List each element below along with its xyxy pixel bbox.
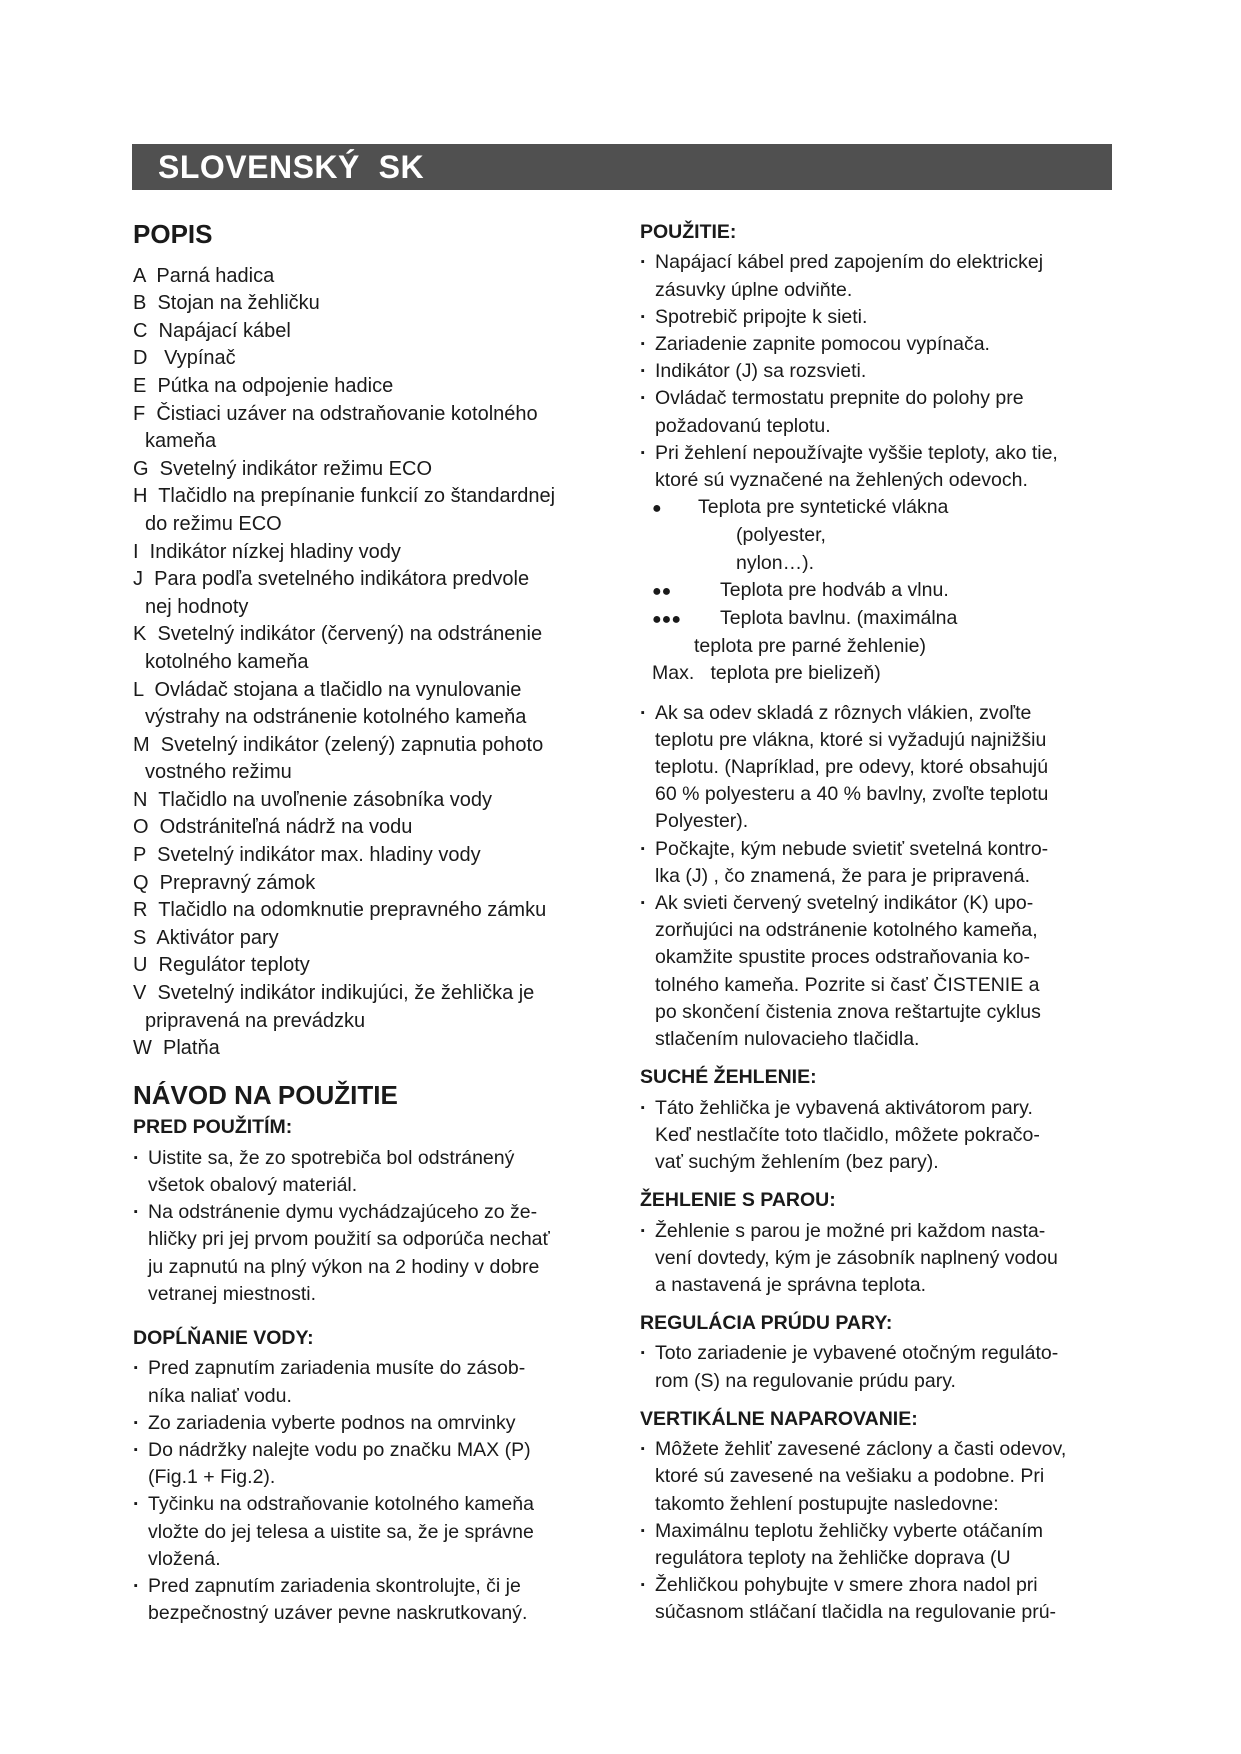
text-line: · Uistite sa, že zo spotrebiča bol odstránený bbox=[148, 1146, 515, 1169]
right-column bbox=[640, 220, 1130, 1627]
text-line: P Svetelný indikátor max. hladiny vody bbox=[133, 844, 481, 867]
text-line: I Indikátor nízkej hladiny vody bbox=[133, 540, 401, 563]
list-item bbox=[133, 539, 613, 567]
temp-text: Teplota pre hodváb a vlnu. bbox=[720, 578, 949, 601]
bullet-item bbox=[133, 1437, 613, 1491]
bullet-item bbox=[133, 1355, 613, 1409]
temp-row-3 bbox=[640, 605, 1130, 633]
text-line: D Vypínač bbox=[133, 347, 236, 370]
text-line: zorňujúci na odstránenie kotolného kameňa, bbox=[655, 919, 1038, 942]
list-item bbox=[133, 952, 613, 980]
list-item bbox=[133, 621, 613, 676]
list-item bbox=[133, 1035, 613, 1063]
text-line: A Parná hadica bbox=[133, 264, 275, 287]
popis-heading: POPIS bbox=[133, 219, 213, 249]
text-line: ktoré sú vyznačené na žehlených odevoch. bbox=[655, 468, 1028, 491]
bullet-item bbox=[640, 304, 1130, 331]
pouz-list-2 bbox=[640, 700, 1130, 1054]
list-item bbox=[133, 456, 613, 484]
pouz-heading: POUŽITIE: bbox=[640, 221, 737, 243]
text-line: · Na odstránenie dymu vychádzajúceho zo že- bbox=[148, 1201, 538, 1224]
bullet-item bbox=[640, 836, 1130, 890]
text-line: takomto žehlení postupujte nasledovne: bbox=[655, 1492, 999, 1515]
text-line: J Para podľa svetelného indikátora predvole bbox=[133, 568, 530, 591]
text-line: súčasnom stláčaní tlačidla na regulovanie prú- bbox=[655, 1601, 1057, 1624]
text-line: hličky pri jej prvom použití sa odporúča nechať bbox=[148, 1228, 550, 1251]
text-line: (Fig.1 + Fig.2). bbox=[148, 1466, 276, 1489]
text-line: Polyester). bbox=[655, 810, 749, 833]
text-line: S Aktivátor pary bbox=[133, 926, 279, 949]
text-line: tolného kameňa. Pozrite si časť ČISTENIE a bbox=[655, 973, 1040, 996]
bullet-item bbox=[133, 1491, 613, 1573]
text-line: vložená. bbox=[148, 1547, 221, 1570]
text-line: N Tlačidlo na uvoľnenie zásobníka vody bbox=[133, 788, 493, 811]
dopl-list bbox=[133, 1355, 613, 1627]
temp-row-1-cont: (polyester, bbox=[736, 524, 826, 547]
text-line: H Tlačidlo na prepínanie funkcií zo štandardnej bbox=[133, 485, 556, 508]
temperature-table bbox=[640, 494, 1130, 687]
navod-heading: NÁVOD NA POUŽITIE bbox=[133, 1079, 398, 1110]
bullet-item bbox=[640, 1436, 1130, 1518]
list-item bbox=[133, 870, 613, 898]
text-line: zásuvky úplne odviňte. bbox=[655, 278, 853, 301]
text-line: lka (J) , čo znamená, že para je pripravená. bbox=[655, 864, 1031, 887]
text-line: · Môžete žehliť zavesené záclony a časti odevov, bbox=[655, 1438, 1067, 1461]
text-line: výstrahy na odstránenie kotolného kameňa bbox=[145, 706, 527, 729]
text-line: V Svetelný indikátor indikujúci, že žehlička je bbox=[133, 982, 535, 1005]
text-line: O Odstrániteľná nádrž na vodu bbox=[133, 816, 413, 839]
text-line: B Stojan na žehličku bbox=[133, 292, 320, 315]
list-item bbox=[133, 290, 613, 318]
suche-heading: SUCHÉ ŽEHLENIE: bbox=[640, 1066, 817, 1089]
bullet-item bbox=[133, 1410, 613, 1437]
text-line: · Spotrebič pripojte k sieti. bbox=[655, 305, 868, 328]
bullet-item bbox=[640, 890, 1130, 1053]
dopl-heading: DOPĹŇANIE VODY: bbox=[133, 1326, 314, 1349]
text-line: · Pred zapnutím zariadenia skontrolujte, či je bbox=[148, 1574, 521, 1597]
text-line: a nastavená je správna teplota. bbox=[655, 1273, 927, 1296]
bullet-item bbox=[640, 1340, 1130, 1394]
text-line: · Žehlenie s parou je možné pri každom nasta- bbox=[655, 1219, 1046, 1242]
text-line: L Ovládač stojana a tlačidlo na vynulovanie bbox=[133, 678, 522, 701]
list-item bbox=[133, 373, 613, 401]
list-item bbox=[133, 787, 613, 815]
dot-symbol: ●●● bbox=[652, 610, 681, 628]
text-line: · Do nádržky nalejte vodu po značku MAX (P) bbox=[148, 1438, 531, 1461]
text-line: · Maximálnu teplotu žehličky vyberte otáčaním bbox=[655, 1519, 1044, 1542]
bullet-item bbox=[640, 1572, 1130, 1626]
list-item bbox=[133, 345, 613, 373]
pred-heading: PRED POUŽITÍM: bbox=[133, 1116, 293, 1139]
text-line: · Napájací kábel pred zapojením do elektrickej bbox=[655, 251, 1044, 274]
text-line: kameňa bbox=[145, 430, 217, 453]
bullet-item bbox=[640, 385, 1130, 439]
text-line: pripravená na prevádzku bbox=[145, 1009, 366, 1032]
dot-symbol: ●● bbox=[652, 582, 672, 600]
text-line: G Svetelný indikátor režimu ECO bbox=[133, 457, 432, 480]
text-line: rom (S) na regulovanie prúdu pary. bbox=[655, 1369, 956, 1392]
bullet-item bbox=[640, 1518, 1130, 1572]
temp-text: Teplota pre syntetické vlákna bbox=[698, 496, 949, 519]
list-item bbox=[133, 566, 613, 621]
bullet-item bbox=[640, 1095, 1130, 1177]
text-line: · Žehličkou pohybujte v smere zhora nadol pri bbox=[655, 1574, 1038, 1597]
text-line: · Ak sa odev skladá z rôznych vlákien, zvoľte bbox=[655, 701, 1032, 724]
list-item bbox=[133, 318, 613, 346]
bullet-item bbox=[133, 1145, 613, 1199]
bullet-item bbox=[640, 700, 1130, 836]
text-line: U Regulátor teploty bbox=[133, 954, 310, 977]
temp-row-1-cont2: nylon…). bbox=[736, 551, 815, 574]
text-line: · Ovládač termostatu prepnite do polohy pre bbox=[655, 387, 1024, 410]
text-line: F Čistiaci uzáver na odstraňovanie kotolného bbox=[133, 402, 538, 425]
vert-heading: VERTIKÁLNE NAPAROVANIE: bbox=[640, 1407, 918, 1430]
text-line: K Svetelný indikátor (červený) na odstránenie bbox=[133, 623, 543, 646]
language-banner bbox=[132, 144, 1112, 190]
text-line: všetok obalový materiál. bbox=[148, 1173, 358, 1196]
text-line: C Napájací kábel bbox=[133, 319, 291, 342]
para-list bbox=[640, 1218, 1130, 1300]
text-line: 60 % polyesteru a 40 % bavlny, zvoľte teplotu bbox=[655, 783, 1049, 806]
bullet-item bbox=[133, 1573, 613, 1627]
suche-list bbox=[640, 1095, 1130, 1177]
list-item bbox=[133, 677, 613, 732]
text-line: · Tyčinku na odstraňovanie kotolného kameňa bbox=[148, 1493, 534, 1516]
regul-list bbox=[640, 1340, 1130, 1394]
bullet-item bbox=[640, 358, 1130, 385]
text-line: vetranej miestnosti. bbox=[148, 1282, 316, 1305]
pred-list bbox=[133, 1145, 613, 1308]
para-heading: ŽEHLENIE S PAROU: bbox=[640, 1189, 836, 1212]
text-line: · Pred zapnutím zariadenia musíte do zásob- bbox=[148, 1357, 526, 1380]
text-line: · Indikátor (J) sa rozsvieti. bbox=[655, 360, 867, 383]
text-line: do režimu ECO bbox=[145, 512, 282, 535]
list-item bbox=[133, 401, 613, 456]
text-line: M Svetelný indikátor (zelený) zapnutia pohoto bbox=[133, 733, 544, 756]
text-line: · Toto zariadenie je vybavené otočným reguláto- bbox=[655, 1342, 1059, 1365]
text-line: ju zapnutú na plný výkon na 2 hodiny v dobre bbox=[148, 1255, 540, 1278]
text-line: bezpečnostný uzáver pevne naskrutkovaný. bbox=[148, 1602, 528, 1625]
bullet-item bbox=[640, 331, 1130, 358]
pouz-list bbox=[640, 249, 1130, 494]
text-line: · Zariadenie zapnite pomocou vypínača. bbox=[655, 332, 990, 355]
text-line: níka naliať vodu. bbox=[148, 1384, 292, 1407]
text-line: regulátora teploty na žehličke doprava (U bbox=[655, 1547, 1011, 1570]
text-line: po skončení čistenia znova reštartujte cyklus bbox=[655, 1000, 1041, 1023]
temp-row-2 bbox=[640, 577, 1130, 605]
list-item bbox=[133, 263, 613, 291]
regul-heading: REGULÁCIA PRÚDU PARY: bbox=[640, 1312, 893, 1335]
bullet-item bbox=[640, 1218, 1130, 1300]
list-item bbox=[133, 980, 613, 1035]
bullet-item bbox=[133, 1199, 613, 1308]
text-line: ktoré sú zavesené na vešiaku a podobne. Pri bbox=[655, 1465, 1045, 1488]
text-line: požadovanú teplotu. bbox=[655, 414, 831, 437]
list-item bbox=[133, 732, 613, 787]
temp-row-max: Max. teplota pre bielizeň) bbox=[652, 662, 881, 685]
dot-symbol: ● bbox=[652, 500, 662, 518]
left-column bbox=[133, 220, 613, 1627]
text-line: · Zo zariadenia vyberte podnos na omrvinky bbox=[148, 1411, 516, 1434]
text-line: kotolného kameňa bbox=[145, 650, 309, 673]
text-line: teplotu pre vlákna, ktoré si vyžadujú najnižšiu bbox=[655, 728, 1047, 751]
text-line: R Tlačidlo na odomknutie prepravného zámku bbox=[133, 899, 547, 922]
text-line: vení dovtedy, kým je zásobník naplnený vodou bbox=[655, 1246, 1058, 1269]
text-line: W Platňa bbox=[133, 1037, 220, 1060]
banner-title: SLOVENSKÝ SK bbox=[158, 149, 425, 185]
temp-row-3-cont: teplota pre parné žehlenie) bbox=[694, 635, 926, 658]
text-line: Q Prepravný zámok bbox=[133, 871, 316, 894]
temp-text: Teplota bavlnu. (maximálna bbox=[720, 606, 958, 629]
text-line: · Táto žehlička je vybavená aktivátorom pary. bbox=[655, 1096, 1033, 1119]
list-item bbox=[133, 897, 613, 925]
text-line: Keď nestlačíte toto tlačidlo, môžete pokračo- bbox=[655, 1123, 1040, 1146]
text-line: vať suchým žehlením (bez pary). bbox=[655, 1150, 939, 1173]
list-item bbox=[133, 842, 613, 870]
text-line: E Pútka na odpojenie hadice bbox=[133, 374, 394, 397]
text-line: okamžite spustite proces odstraňovania ko- bbox=[655, 946, 1031, 969]
text-line: nej hodnoty bbox=[145, 595, 249, 618]
list-item bbox=[133, 814, 613, 842]
text-line: teplotu. (Napríklad, pre odevy, ktoré obsahujú bbox=[655, 756, 1049, 778]
bullet-item bbox=[640, 249, 1130, 303]
vert-list bbox=[640, 1436, 1130, 1626]
text-line: stlačením nulovacieho tlačidla. bbox=[655, 1028, 920, 1051]
list-item bbox=[133, 483, 613, 538]
text-line: vložte do jej telesa a uistite sa, že je správne bbox=[148, 1520, 534, 1543]
temp-row-1 bbox=[640, 494, 1130, 522]
parts-list bbox=[133, 263, 613, 1063]
bullet-item bbox=[640, 440, 1130, 494]
list-item bbox=[133, 925, 613, 953]
text-line: · Pri žehlení nepoužívajte vyššie teploty, ako tie, bbox=[655, 441, 1058, 464]
text-line: vostného režimu bbox=[145, 761, 292, 784]
text-line: · Ak svieti červený svetelný indikátor (K) upo- bbox=[655, 892, 1034, 915]
text-line: · Počkajte, kým nebude svietiť svetelná kontro- bbox=[655, 837, 1049, 860]
